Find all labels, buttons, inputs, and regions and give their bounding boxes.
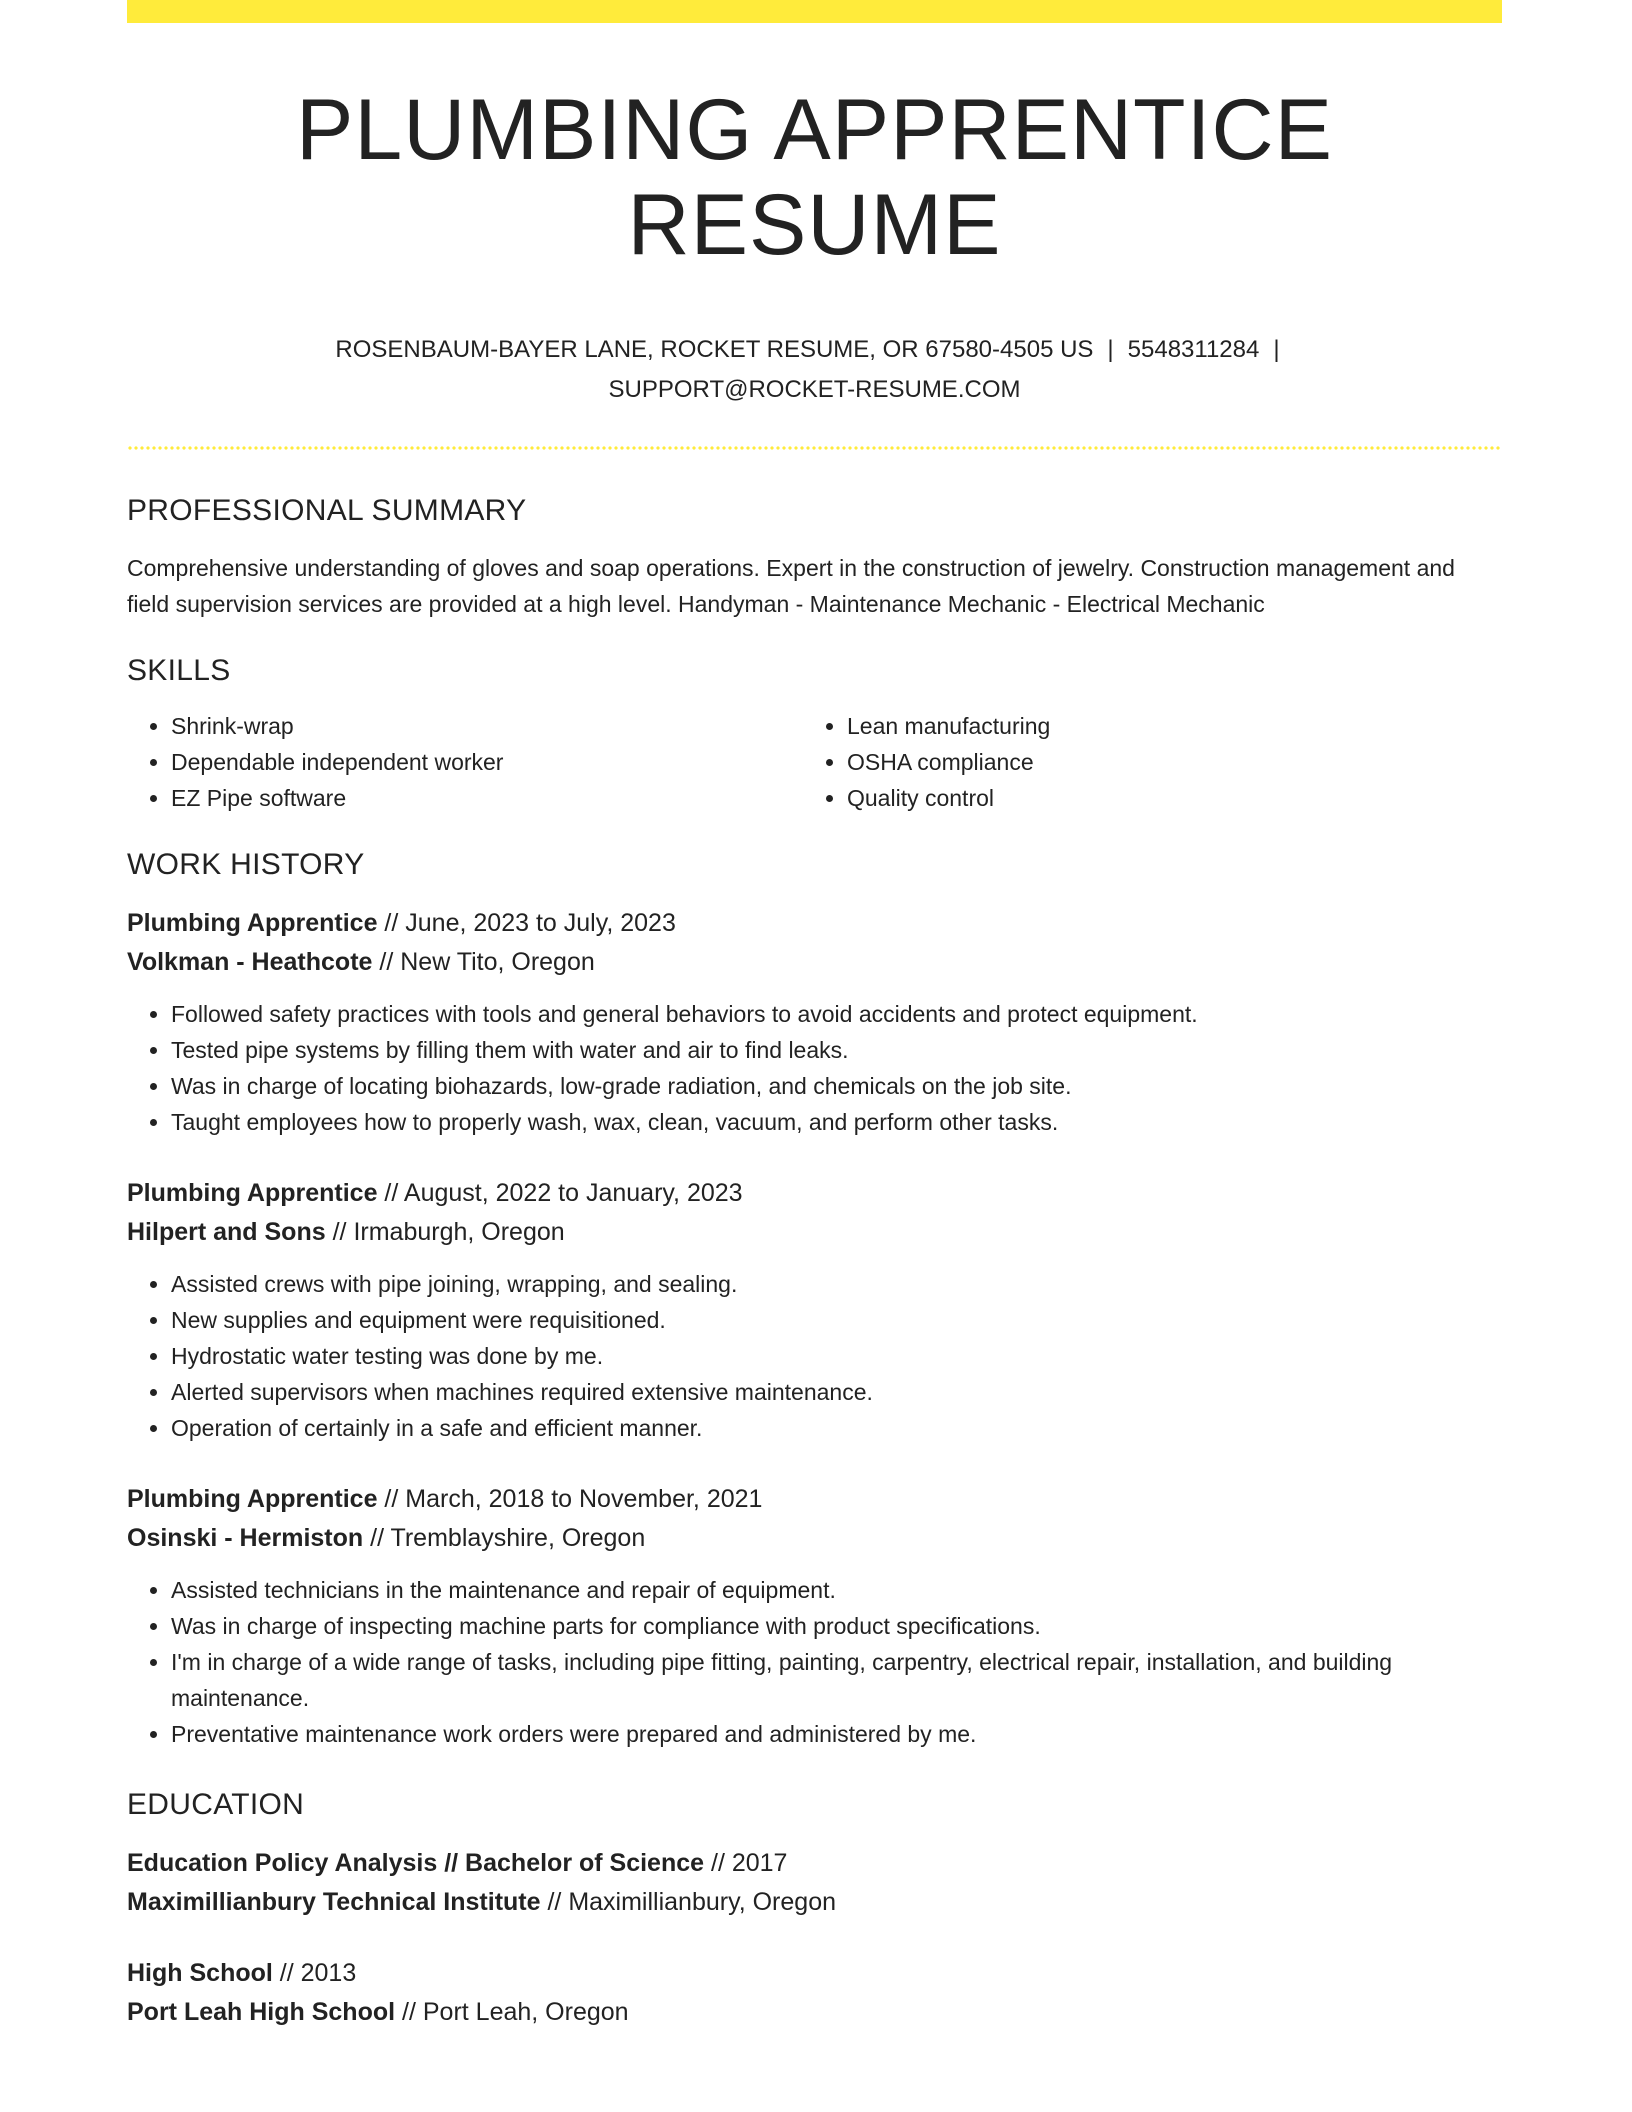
contact-separator: | bbox=[1107, 336, 1114, 364]
education-degree: Education Policy Analysis // Bachelor of Science bbox=[127, 1849, 705, 1878]
summary-section bbox=[127, 494, 1502, 622]
contact-email: SUPPORT@ROCKET-RESUME.COM bbox=[608, 376, 1021, 404]
education-school: Port Leah High School bbox=[127, 1998, 396, 2027]
job-role-line bbox=[127, 1480, 1502, 1519]
job-dates: March, 2018 to November, 2021 bbox=[405, 1485, 763, 1514]
education-school-line bbox=[127, 1993, 1502, 2032]
job-bullet: • Hydrostatic water testing was done by me. bbox=[171, 1338, 1502, 1374]
job-separator: // bbox=[377, 1179, 404, 1208]
job-bullet: • New supplies and equipment were requisitioned. bbox=[171, 1302, 1502, 1338]
job-bullet: • Tested pipe systems by filling them with water and air to find leaks. bbox=[171, 1032, 1502, 1068]
skill-item: • Quality control bbox=[847, 780, 1479, 816]
contact-line-2 bbox=[127, 370, 1502, 410]
education-school-line bbox=[127, 1883, 1502, 1922]
education-school: Maximillianbury Technical Institute bbox=[127, 1888, 541, 1917]
job-separator: // bbox=[377, 909, 406, 938]
job-separator: // bbox=[363, 1524, 391, 1553]
education-year: 2017 bbox=[731, 1849, 788, 1878]
job-entry bbox=[127, 1174, 1502, 1446]
job-separator: // bbox=[377, 1485, 406, 1514]
job-company-line bbox=[127, 943, 1502, 982]
contact-separator: | bbox=[1273, 336, 1280, 364]
job-separator: // bbox=[372, 948, 401, 977]
education-location: Maximillianbury, Oregon bbox=[568, 1888, 837, 1917]
job-bullet: • Taught employees how to properly wash, wax, clean, vacuum, and perform other tasks. bbox=[171, 1104, 1502, 1140]
job-role-line bbox=[127, 1174, 1502, 1213]
skills-grid bbox=[127, 708, 1502, 816]
education-heading: EDUCATION bbox=[127, 1788, 305, 1822]
resume-page bbox=[127, 0, 1502, 2032]
job-company: Hilpert and Sons bbox=[127, 1218, 326, 1247]
education-separator: // bbox=[272, 1959, 301, 1988]
job-role: Plumbing Apprentice bbox=[127, 1485, 378, 1514]
job-role: Plumbing Apprentice bbox=[127, 1179, 378, 1208]
job-separator: // bbox=[325, 1218, 354, 1247]
job-dates: June, 2023 to July, 2023 bbox=[405, 909, 676, 938]
summary-heading: PROFESSIONAL SUMMARY bbox=[127, 494, 527, 528]
resume-title: PLUMBING APPRENTICE RESUME bbox=[296, 82, 1333, 273]
job-bullet: • Alerted supervisors when machines required extensive maintenance. bbox=[171, 1374, 1502, 1410]
education-entry bbox=[127, 1844, 1502, 1922]
job-bullet: • Was in charge of inspecting machine parts for compliance with product specifications. bbox=[171, 1608, 1502, 1644]
job-bullet: • Operation of certainly in a safe and efficient manner. bbox=[171, 1410, 1502, 1446]
work-history-heading: WORK HISTORY bbox=[127, 848, 365, 882]
skills-section bbox=[127, 654, 1502, 816]
job-bullet: • Was in charge of locating biohazards, low-grade radiation, and chemicals on the job site. bbox=[171, 1068, 1502, 1104]
job-bullets bbox=[127, 996, 1502, 1140]
job-bullet: • I'm in charge of a wide range of tasks, including pipe fitting, painting, carpentry, electrical repair, installation, and building maintenance. bbox=[171, 1644, 1502, 1716]
education-separator: // bbox=[540, 1888, 569, 1917]
job-company: Volkman - Heathcote bbox=[127, 948, 373, 977]
skill-item: • OSHA compliance bbox=[847, 744, 1479, 780]
skill-item: • Dependable independent worker bbox=[171, 744, 803, 780]
skill-item: • Lean manufacturing bbox=[847, 708, 1479, 744]
education-separator: // bbox=[395, 1998, 423, 2027]
contact-phone: 5548311284 bbox=[1127, 336, 1260, 364]
job-location: Tremblayshire, Oregon bbox=[390, 1524, 646, 1553]
work-history-section bbox=[127, 848, 1502, 1752]
education-degree: High School bbox=[127, 1959, 273, 1988]
education-degree-line bbox=[127, 1954, 1502, 1993]
education-location: Port Leah, Oregon bbox=[422, 1998, 629, 2027]
job-company-line bbox=[127, 1519, 1502, 1558]
contact-line-1 bbox=[127, 330, 1502, 370]
job-entry bbox=[127, 1480, 1502, 1752]
education-year: 2013 bbox=[300, 1959, 357, 1988]
job-dates: August, 2022 to January, 2023 bbox=[403, 1179, 743, 1208]
skills-column-right bbox=[803, 708, 1479, 816]
job-entry bbox=[127, 904, 1502, 1140]
dotted-divider bbox=[127, 446, 1502, 450]
job-location: Irmaburgh, Oregon bbox=[353, 1218, 565, 1247]
top-accent-bar bbox=[127, 0, 1502, 23]
job-bullets bbox=[127, 1266, 1502, 1446]
job-role-line bbox=[127, 904, 1502, 943]
contact-address: ROSENBAUM-BAYER LANE, ROCKET RESUME, OR 67580-4505 US bbox=[335, 336, 1094, 364]
job-bullet: • Assisted crews with pipe joining, wrapping, and sealing. bbox=[171, 1266, 1502, 1302]
skills-heading: SKILLS bbox=[127, 654, 231, 688]
job-bullets bbox=[127, 1572, 1502, 1752]
skills-column-left bbox=[127, 708, 803, 816]
job-role: Plumbing Apprentice bbox=[127, 909, 378, 938]
job-bullet: • Followed safety practices with tools and general behaviors to avoid accidents and protect equipment. bbox=[171, 996, 1502, 1032]
contact-info bbox=[127, 330, 1502, 410]
job-bullet: • Assisted technicians in the maintenance and repair of equipment. bbox=[171, 1572, 1502, 1608]
job-bullet: • Preventative maintenance work orders were prepared and administered by me. bbox=[171, 1716, 1502, 1752]
job-company: Osinski - Hermiston bbox=[127, 1524, 364, 1553]
education-section bbox=[127, 1788, 1502, 2032]
skill-item: • EZ Pipe software bbox=[171, 780, 803, 816]
education-entry bbox=[127, 1954, 1502, 2032]
summary-text: Comprehensive understanding of gloves and soap operations. Expert in the construction of jewelry. Construction management and field supervision services are provided at a high level. Handyman - Maintenance Mechanic - Electrical Mechanic bbox=[127, 555, 1455, 618]
job-company-line bbox=[127, 1213, 1502, 1252]
job-location: New Tito, Oregon bbox=[400, 948, 595, 977]
education-degree-line bbox=[127, 1844, 1502, 1883]
education-separator: // bbox=[704, 1849, 732, 1878]
skill-item: • Shrink-wrap bbox=[171, 708, 803, 744]
